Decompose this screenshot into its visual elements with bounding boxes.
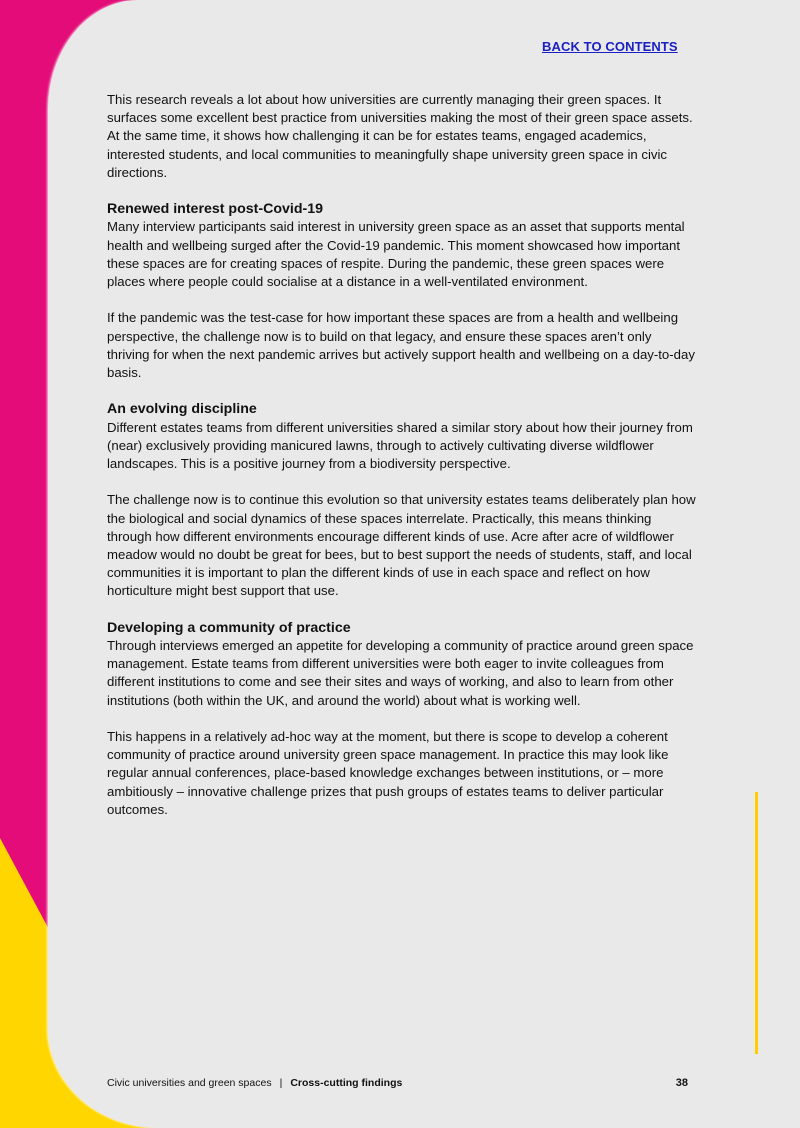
page-content [107, 91, 697, 837]
section-heading: Renewed interest post-Covid-19 [107, 201, 324, 218]
paragraph: The challenge now is to continue this evolution so that university estates teams deliberately plan how the biological and social dynamics of these spaces interrelate. Practically, this means thinking through how different environments encourage different kinds of use. Acre after acre of wildflower meadow would no doubt be great for bees, but to best support the needs of students, staff, and local communities it is important to plan the different kinds of use in each space and reflect on how horticulture might best support that use. [107, 492, 696, 599]
paragraph: Many interview participants said interest in university green space as an asset that supports mental health and wellbeing surged after the Covid-19 pandemic. This moment showcased how important these spaces are for creating spaces of respite. During the pandemic, these green spaces were places where people could socialise at a distance in a well-ventilated environment. [107, 219, 685, 290]
paragraph: Through interviews emerged an appetite for developing a community of practice around green space management. Estate teams from different universities were both eager to invite colleagues from different institutions to come and see their sites and ways of working, and also to learn from other institutions (both within the UK, and around the world) about what is working well. [107, 638, 694, 708]
back-to-contents-link[interactable]: BACK TO CONTENTS [542, 39, 678, 54]
section-community-of-practice [107, 619, 697, 819]
intro-paragraph: This research reveals a lot about how universities are currently managing their green spaces. It surfaces some excellent best practice from universities making the most of their green space assets. At the same time, it shows how challenging it can be for estates teams, engaged academics, interested students, and local communities to meaningfully shape university green space in civic directions. [107, 92, 693, 180]
section-heading: Developing a community of practice [107, 619, 351, 636]
paragraph: If the pandemic was the test-case for how important these spaces are from a health and wellbeing perspective, the challenge now is to build on that legacy, and ensure these spaces aren’t only thriving for when the next pandemic arrives but actively support health and wellbeing on a day-to-day basis. [107, 310, 695, 381]
footer-document-title: Civic universities and green spaces [107, 1077, 272, 1089]
page-number: 38 [675, 1077, 688, 1089]
paragraph: This happens in a relatively ad-hoc way at the moment, but there is scope to develop a coherent community of practice around university green space management. In practice this may look like regular annual conferences, place-based knowledge exchanges between institutions, or – more ambitiously – innovative challenge prizes that push groups of estates teams to deliver particular outcomes. [107, 729, 669, 817]
section-renewed-interest [107, 200, 697, 382]
section-evolving-discipline [107, 400, 697, 600]
paragraph: Different estates teams from different universities shared a similar story about how their journey from (near) exclusively providing manicured lawns, through to actively cultivating diverse wildflower landscapes. This is a positive journey from a biodiversity perspective. [107, 419, 693, 472]
footer-section-title: Cross-cutting findings [290, 1077, 403, 1089]
yellow-vertical-rule [755, 792, 758, 1054]
footer-separator: | [279, 1077, 283, 1089]
page-footer [107, 1077, 688, 1089]
section-heading: An evolving discipline [107, 401, 257, 418]
